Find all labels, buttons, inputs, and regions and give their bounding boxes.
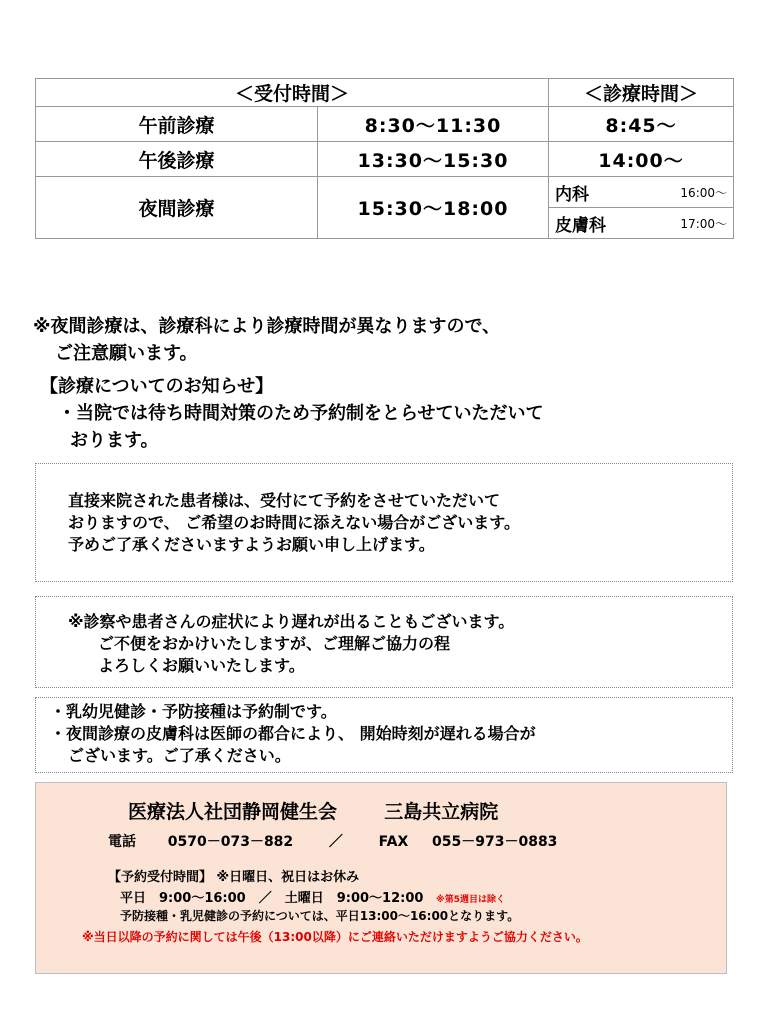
morning-consult: 8:45～ [549,107,734,142]
info-section [40,373,543,454]
afternoon-reception: 13:30～15:30 [318,142,549,177]
hospital-name: 三島共立病院 [384,801,499,823]
info-line: ・当院では待ち時間対策のため予約制をとらせていただいて [58,403,544,424]
sameday-note: ※当日以降の予約に関しては午後（13:00以降）にご連絡いただけますようご協力ください。 [82,930,588,944]
night-note-line: ※夜間診療は、診療科により診療時間が異なりますので、 [33,316,501,337]
notice-line: よろしくお願いいたします。 [98,656,305,675]
notice-line: 予めご了承くださいますようお願い申し上げます。 [68,535,435,554]
reception-hours-header: ＜受付時間＞ [36,79,549,107]
night-reception: 15:30～18:00 [318,177,549,239]
notice-line: おりますので、 ご希望のお時間に添えない場合がございます。 [68,513,520,532]
dept-time: 17:00～ [680,216,728,231]
tel-number: 0570－073－882 [167,834,294,850]
notice-line: ご不便をおかけいたしますが、ご理解ご協力の程 [98,634,451,653]
reserve-heading: 【予約受付時間】 [108,870,213,885]
dept-name: 内科 [555,184,590,205]
afternoon-consult: 14:00～ [549,142,734,177]
dermatology-cell [549,208,734,239]
fax-number: 055－973－0883 [432,834,558,850]
delay-notice-box [35,596,733,688]
info-line: おります。 [70,430,159,451]
notice-line: ・夜間診療の皮膚科は医師の都合により、 開始時刻が遅れる場合が [50,724,536,743]
reserve-hours: 平日 9:00～16:00 ／ 土曜日 9:00～12:00 [120,891,424,906]
consult-hours-header: ＜診療時間＞ [549,79,734,107]
fifth-week-note: ※第5週目は除く [435,895,505,905]
tel-label: 電話 [108,834,136,850]
fax-label: FAX [378,834,409,850]
reserve-heading-line [108,866,359,885]
notice-line: ・乳幼児健診・予防接種は予約制です。 [50,702,337,721]
night-note-line: ご注意願います。 [55,343,198,364]
org-line [128,797,498,824]
dept-time: 16:00～ [680,185,728,200]
hours-table [35,78,734,239]
notice-line: ございます。ご了承ください。 [68,746,291,765]
morning-reception: 8:30～11:30 [318,107,549,142]
walk-in-notice-box [35,463,733,582]
reserve-closed: ※日曜日、祝日はお休み [216,870,360,885]
reservation-notice-box [35,697,733,773]
info-heading: 【診療についてのお知らせ】 [40,376,274,397]
notice-line: 直接来院された患者様は、受付にて予約をさせていただいて [68,491,501,510]
morning-label: 午前診療 [36,107,318,142]
dept-name: 皮膚科 [555,215,607,236]
contact-footer [35,782,727,974]
afternoon-label: 午後診療 [36,142,318,177]
internal-medicine-cell [549,177,734,208]
org-name: 医療法人社団静岡健生会 [128,801,338,823]
vaccine-note: 予防接種・乳児健診の予約については、平日13:00～16:00となります。 [120,909,520,923]
contact-separator: ／ [328,834,343,850]
contact-line [108,831,557,851]
notice-line: ※診察や患者さんの症状により遅れが出ることもございます。 [68,612,515,631]
night-label: 夜間診療 [36,177,318,239]
reserve-hours-line [120,887,505,906]
night-note [33,313,500,367]
